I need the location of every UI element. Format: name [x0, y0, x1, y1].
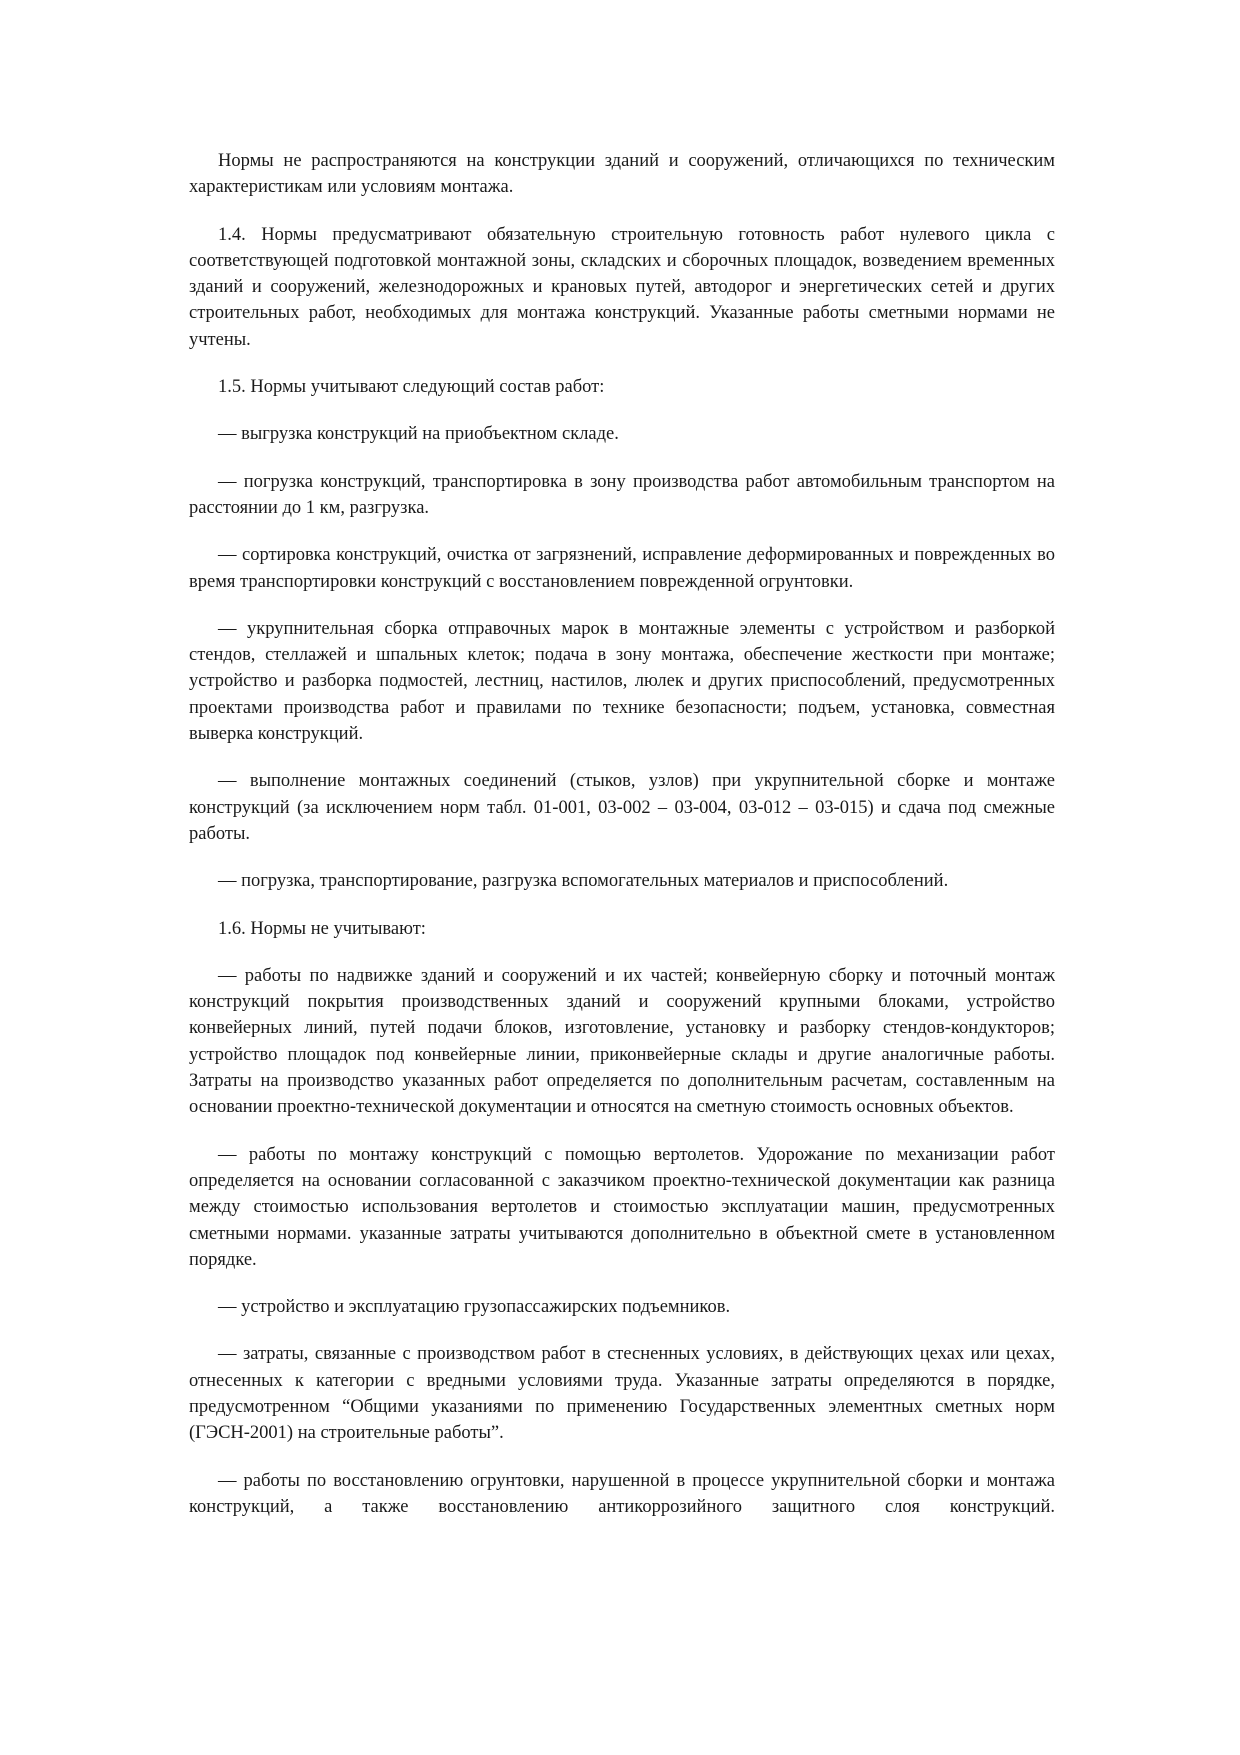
paragraph-1-6: 1.6. Нормы не учитывают: [218, 918, 426, 939]
list-item-unloading: — выгрузка конструкций на приобъектном складе. [218, 424, 619, 445]
list-item-priming-restoration: — работы по восстановлению огрунтовки, нарушенной в процессе укрупнительной сборки и монтажа конструкций, а также восстановлению антикоррозийного защитного слоя конструкций. [189, 1470, 1055, 1517]
list-item-helicopters: — работы по монтажу конструкций с помощью вертолетов. Удорожание по механизации работ определяется на основании согласованной с заказчиком проектно-технической документации как разница между стоимостью использования вертолетов и стоимостью эксплуатации машин, предусмотренных сметными нормами. указанные затраты учитываются дополнительно в объектной смете в установленном порядке. [189, 1144, 1055, 1270]
list-item-constrained-conditions: — затраты, связанные с производством работ в стесненных условиях, в действующих цехах или цехах, отнесенных к категории с вредными условиями труда. Указанные затраты определяются в порядке, предусмотренном “Общими указаниями по применению Государственных элементных сметных норм (ГЭСН-2001) на строительные работы”. [189, 1344, 1055, 1444]
list-item-loading-transport: — погрузка конструкций, транспортировка в зону производства работ автомобильным транспортом на расстоянии до 1 км, разгрузка. [189, 471, 1055, 518]
list-item-assembly: — укрупнительная сборка отправочных марок в монтажные элементы с устройством и разборкой стендов, стеллажей и шпальных клеток; подача в зону монтажа, обеспечение жесткости при монтаже; устройство и разборка подмостей, лестниц, настилов, люлек и других приспособлений, предусмотренных проектами производства работ и правилами по технике безопасности; подъем, установка, совместная выверка конструкций. [189, 618, 1055, 745]
paragraph-scope-note: Нормы не распространяются на конструкции зданий и сооружений, отличающихся по техническим характеристикам или условиям монтажа. [189, 151, 1055, 198]
paragraph-1-4: 1.4. Нормы предусматривают обязательную строительную готовность работ нулевого цикла с соответствующей подготовкой монтажной зоны, складских и сборочных площадок, возведением временных зданий и сооружений, железнодорожных и крановых путей, автодорог и энергетических сетей и других строительных работ, необходимых для монтажа конструкций. Указанные работы сметными нормами не учтены. [189, 224, 1055, 350]
paragraph-1-5: 1.5. Нормы учитывают следующий состав работ: [218, 377, 605, 398]
list-item-sorting: — сортировка конструкций, очистка от загрязнений, исправление деформированных и поврежденных во время транспортировки конструкций с восстановлением поврежденной огрунтовки. [189, 545, 1055, 592]
list-item-sliding-works: — работы по надвижке зданий и сооружений и их частей; конвейерную сборку и поточный монтаж конструкций покрытия производственных зданий и сооружений крупными блоками, устройство конвейерных линий, путей подачи блоков, изготовление, установку и разборку стендов-кондукторов; устройство площадок под конвейерные линии, приконвейерные склады и другие аналогичные работы. Затраты на производство указанных работ определяется по дополнительным расчетам, составленным на основании проектно-технической документации и относятся на сметную стоимость основных объектов. [189, 965, 1055, 1118]
list-item-auxiliary-materials: — погрузка, транспортирование, разгрузка вспомогательных материалов и приспособлений. [218, 871, 949, 892]
list-item-hoists: — устройство и эксплуатацию грузопассажирских подъемников. [218, 1297, 731, 1318]
list-item-joints: — выполнение монтажных соединений (стыков, узлов) при укрупнительной сборке и монтаже конструкций (за исключением норм табл. 01-001, 03-002 – 03-004, 03-012 – 03-015) и сдача под смежные работы. [189, 771, 1055, 844]
document-page [189, 148, 1055, 1541]
